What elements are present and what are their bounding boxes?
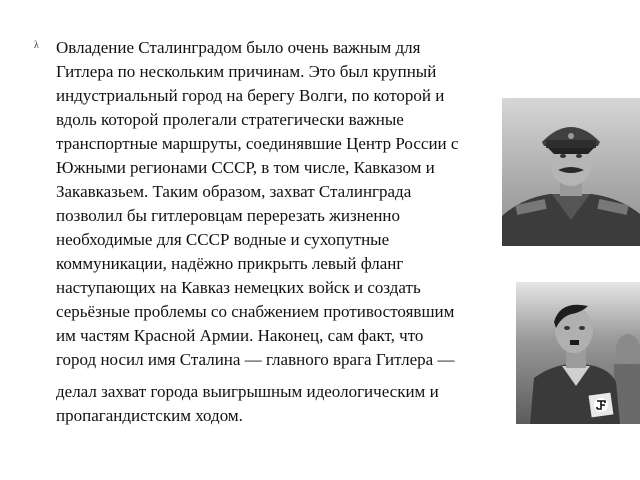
- text-line: Южными регионами СССР, в том числе, Кавказом и: [56, 158, 435, 177]
- text-line: вдоль которой пролегали стратегически важные: [56, 110, 404, 129]
- text-line: позволил бы гитлеровцам перерезать жизненно: [56, 206, 401, 225]
- text-line: Овладение Сталинградом было очень важным для: [56, 38, 421, 57]
- text-line: Гитлера по нескольким причинам. Это был крупный: [56, 62, 437, 81]
- paragraph-part-2: [56, 204, 514, 372]
- text-line: делал захват города выигрышным идеологическим и: [56, 382, 439, 401]
- text-line: серьёзные проблемы со снабжением противостоявшим: [56, 302, 455, 321]
- text-line: транспортные маршруты, соединявшие Центр России с: [56, 134, 459, 153]
- paragraph-part-3: [56, 380, 514, 428]
- text-line: коммуникации, надёжно прикрыть левый фланг: [56, 254, 404, 273]
- paragraph-part-1: [56, 36, 514, 204]
- text-line: индустриальный город на берегу Волги, по которой и: [56, 86, 445, 105]
- hitler-photo: [516, 282, 640, 424]
- text-line: необходимые для СССР водные и сухопутные: [56, 230, 390, 249]
- text-line: им частям Красной Армии. Наконец, сам факт, что: [56, 326, 424, 345]
- stalin-photo: [502, 98, 640, 246]
- bullet-marker: λ: [34, 40, 39, 51]
- text-line: пропагандистским ходом.: [56, 406, 243, 425]
- text-line: наступающих на Кавказ немецких войск и создать: [56, 278, 421, 297]
- text-line: Закавказьем. Таким образом, захват Сталинграда: [56, 182, 412, 201]
- text-line: город носил имя Сталина — главного врага Гитлера —: [56, 350, 455, 369]
